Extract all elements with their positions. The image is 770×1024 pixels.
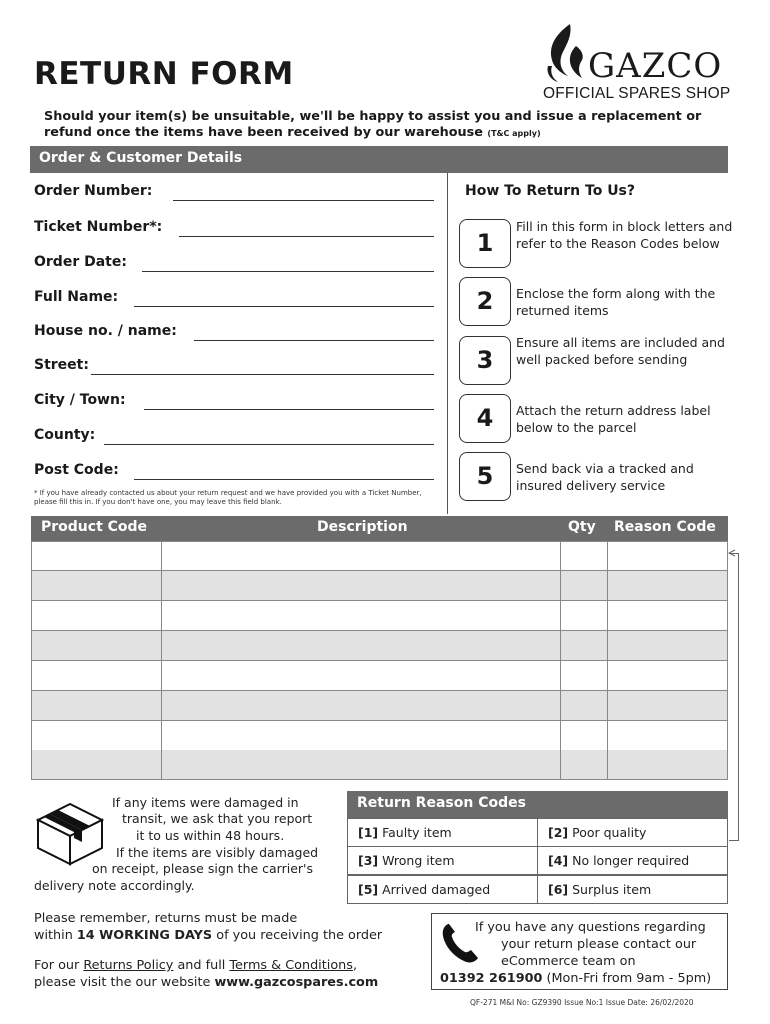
table-row[interactable] xyxy=(31,721,728,751)
reason-code-num: [5] xyxy=(358,882,379,897)
order-number-label: Order Number: xyxy=(34,183,153,199)
section-title: Order & Customer Details xyxy=(39,150,243,166)
arrow-head-icon xyxy=(728,549,736,557)
full-name-label: Full Name: xyxy=(34,289,119,305)
order-date-field[interactable] xyxy=(34,254,434,274)
reason-code-4 xyxy=(537,846,728,875)
table-row[interactable] xyxy=(31,601,728,631)
reason-code-arrow xyxy=(729,553,739,841)
reason-code-num: [4] xyxy=(548,853,569,868)
reason-codes-title: Return Reason Codes xyxy=(357,795,526,811)
remember-within: within xyxy=(34,927,73,943)
contact-line-1: If you have any questions regarding xyxy=(475,920,706,935)
full-name-field[interactable] xyxy=(34,289,434,309)
remember-rest: of you receiving the order xyxy=(216,927,383,943)
reason-code-3 xyxy=(347,846,538,875)
table-row[interactable] xyxy=(31,631,728,661)
returns-deadline-note xyxy=(34,911,424,944)
table-row[interactable] xyxy=(31,691,728,721)
header-qty: Qty xyxy=(568,519,596,535)
remember-days: 14 WORKING DAYS xyxy=(76,927,213,943)
street-field[interactable] xyxy=(34,357,434,377)
damaged-line-5: on receipt, please sign the carrier's xyxy=(92,861,313,876)
county-label: County: xyxy=(34,427,96,443)
policy-line2-prefix: please visit the our website xyxy=(34,974,211,990)
damaged-line-2: transit, we ask that you report xyxy=(122,811,313,826)
form-title: RETURN FORM xyxy=(34,56,294,92)
policy-comma: , xyxy=(352,958,358,973)
table-col-line xyxy=(31,541,32,779)
street-label: Street: xyxy=(34,357,89,373)
table-row[interactable] xyxy=(31,571,728,601)
reason-code-label: No longer required xyxy=(572,853,690,868)
house-line[interactable] xyxy=(194,340,434,341)
city-line[interactable] xyxy=(144,409,434,410)
contact-line-4 xyxy=(432,970,729,987)
damaged-line-3: it to us within 48 hours. xyxy=(136,828,285,843)
table-col-line xyxy=(161,541,162,779)
step-number-4: 4 xyxy=(459,394,511,443)
website-link[interactable]: www.gazcospares.com xyxy=(214,974,379,990)
policy-note xyxy=(34,958,424,991)
post-code-line[interactable] xyxy=(134,479,434,480)
order-number-line[interactable] xyxy=(173,200,434,201)
step-number-3: 3 xyxy=(459,336,511,385)
street-line[interactable] xyxy=(91,374,434,375)
section-bar-order-details xyxy=(30,146,728,173)
table-col-line xyxy=(727,541,728,779)
package-icon xyxy=(34,798,106,868)
intro-main: Should your item(s) be unsuitable, we'll be happy to assist you and issue a replacement or refund once the items have been received by our warehouse xyxy=(44,109,702,140)
terms-conditions-link[interactable]: Terms & Conditions xyxy=(229,958,353,973)
table-col-line xyxy=(560,541,561,779)
house-label: House no. / name: xyxy=(34,323,177,339)
order-date-label: Order Date: xyxy=(34,254,127,270)
flame-logo-icon xyxy=(542,22,588,84)
intro-tc: (T&C apply) xyxy=(487,129,541,138)
policy-prefix: For our xyxy=(34,958,80,973)
full-name-line[interactable] xyxy=(134,306,434,307)
ticket-footnote: * If you have already contacted us about your return request and we have provided you with a Ticket Number, please fill this in. If you don't have one, you may leave this field blank. xyxy=(34,489,422,506)
step-text-3: Ensure all items are included and well packed before sending xyxy=(516,335,725,367)
ticket-number-field[interactable] xyxy=(34,219,434,239)
how-to-return-title: How To Return To Us? xyxy=(465,183,636,199)
table-col-line xyxy=(607,541,608,779)
contact-text xyxy=(432,919,729,987)
step-text-4: Attach the return address label below to the parcel xyxy=(516,403,711,435)
post-code-label: Post Code: xyxy=(34,462,119,478)
house-field[interactable] xyxy=(34,323,434,343)
reason-code-label: Arrived damaged xyxy=(382,882,491,897)
county-field[interactable] xyxy=(34,427,434,447)
damaged-line-6: delivery note accordingly. xyxy=(34,878,195,893)
reason-code-num: [2] xyxy=(548,825,569,840)
returns-policy-link[interactable]: Returns Policy xyxy=(83,958,174,973)
reason-code-num: [3] xyxy=(358,853,379,868)
policy-line-1 xyxy=(34,958,424,975)
reason-code-5 xyxy=(347,875,538,904)
reason-code-6 xyxy=(537,875,728,904)
section-divider xyxy=(447,173,448,514)
order-number-field[interactable] xyxy=(34,183,434,203)
contact-line-2: your return please contact our xyxy=(501,937,697,952)
intro-text xyxy=(44,109,744,142)
table-row[interactable] xyxy=(31,541,728,571)
reason-code-num: [6] xyxy=(548,882,569,897)
ticket-number-line[interactable] xyxy=(179,236,434,237)
step-text-2: Enclose the form along with the returned items xyxy=(516,286,716,318)
step-number-5: 5 xyxy=(459,452,511,501)
reason-code-label: Wrong item xyxy=(382,853,455,868)
contact-box xyxy=(431,913,728,990)
reason-code-num: [1] xyxy=(358,825,379,840)
contact-line-3: eCommerce team on xyxy=(501,954,636,969)
reason-code-label: Surplus item xyxy=(572,882,652,897)
remember-line-1: Please remember, returns must be made xyxy=(34,911,298,926)
damaged-line-4: If the items are visibly damaged xyxy=(116,845,319,860)
step-text-5: Send back via a tracked and insured delivery service xyxy=(516,461,694,493)
reason-code-1 xyxy=(347,818,538,847)
ticket-number-label: Ticket Number*: xyxy=(34,219,163,235)
reason-code-2 xyxy=(537,818,728,847)
document-footer: QF-271 M&I No: GZ9390 Issue No:1 Issue Date: 26/02/2020 xyxy=(470,998,694,1007)
order-date-line[interactable] xyxy=(142,271,434,272)
gazco-logo xyxy=(540,22,735,102)
contact-phone-number[interactable]: 01392 261900 xyxy=(440,971,543,986)
county-line[interactable] xyxy=(104,444,434,445)
logo-subtitle: OFFICIAL SPARES SHOP xyxy=(543,85,731,102)
remember-line-2 xyxy=(34,928,424,945)
logo-wordmark: GAZCO xyxy=(588,46,723,86)
product-table-header xyxy=(31,516,728,541)
step-number-1: 1 xyxy=(459,219,511,268)
contact-hours: (Mon-Fri from 9am - 5pm) xyxy=(546,971,712,986)
table-row[interactable] xyxy=(31,661,728,691)
post-code-field[interactable] xyxy=(34,462,434,482)
city-label: City / Town: xyxy=(34,392,126,408)
policy-line-2 xyxy=(34,975,424,992)
step-number-2: 2 xyxy=(459,277,511,326)
reason-code-label: Faulty item xyxy=(382,825,452,840)
header-description: Description xyxy=(317,519,408,535)
header-product-code: Product Code xyxy=(41,519,148,535)
city-field[interactable] xyxy=(34,392,434,412)
table-row[interactable] xyxy=(31,750,728,780)
damaged-line-1: If any items were damaged in xyxy=(112,795,299,810)
policy-middle: and full xyxy=(177,958,226,973)
reason-codes-header xyxy=(347,791,728,818)
header-reason-code: Reason Code xyxy=(614,519,716,535)
reason-code-label: Poor quality xyxy=(572,825,647,840)
step-text-1: Fill in this form in block letters and refer to the Reason Codes below xyxy=(516,219,733,251)
